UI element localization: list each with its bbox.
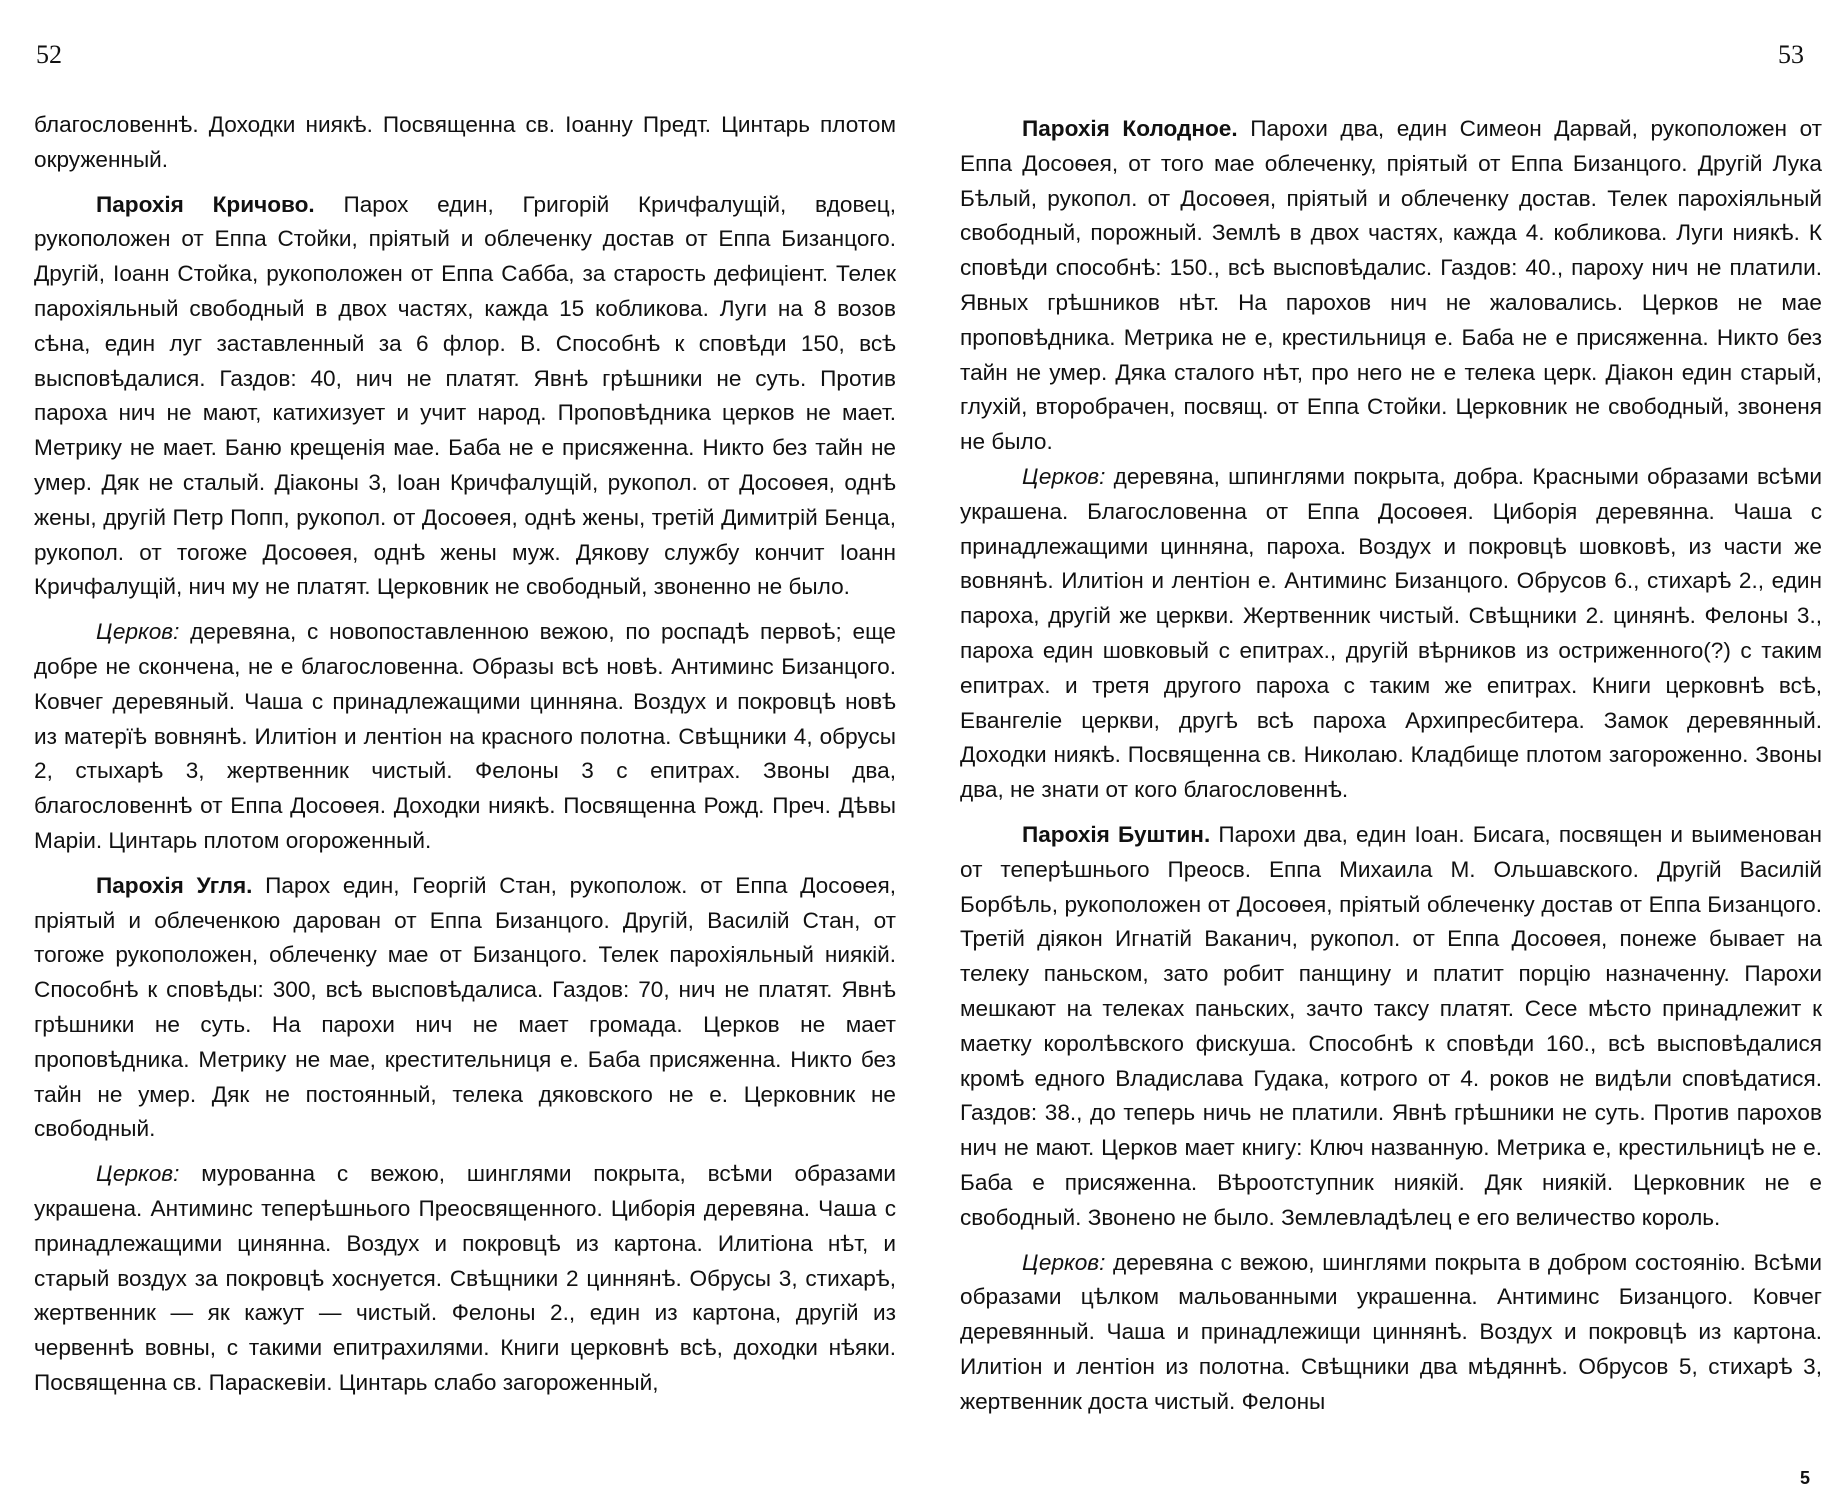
- paragraph: [34, 1157, 896, 1401]
- paragraph: [960, 818, 1822, 1236]
- paragraph-text: деревяна, с новопоставленною вежою, по роспадѣ первоѣ; еще добре не скончена, не е благословенна. Образы всѣ новѣ. Антиминс Бизанцого. Ковчег деревяный. Чаша с принадлежащими цинняна. Воздух и покровцѣ новѣ из матерїѣ вовнянѣ. Илитіон и лентіон на красного полотна. Свѣщники 4, обрусы 2, стыхарѣ 3, жертвенник чистый. Фелоны 3 с епитрах. Звоны два, благословеннѣ от Еппа Досоѳея. Доходки ниякѣ. Посвященна Рожд. Преч. Дѣвы Маріи. Цинтарь плотом огороженный.: [34, 619, 896, 853]
- paragraph-text: благословеннѣ. Доходки ниякѣ. Посвященна св. Іоанну Предт. Цинтарь плотом окруженный.: [34, 112, 896, 172]
- paragraph: [34, 869, 896, 1147]
- paragraph-text: деревяна, шпинглями покрыта, добра. Красными образами всѣми украшена. Благословенна от Еппа Досоѳея. Циборія деревянна. Чаша с принадлежащими цинняна, пароха. Воздух и покровцѣ шовковѣ, из части же вовнянѣ. Илитіон и лентіон е. Антиминс Бизанцого. Обрусов 6., стихарѣ 2., един пароха, другій же церкви. Жертвенник чистый. Свѣщники 2. цинянѣ. Фелоны 3., пароха един шовковый с епитрах., другій вѣрников из остриженного(?) с таким епитрах. и третя другого пароха с таким же епитрах. Книги церковнѣ всѣ, Евангеліе церкви, другѣ всѣ пароха Архипресбитера. Замок деревянный. Доходки ниякѣ. Посвященна св. Николаю. Кладбище плотом загороженно. Звоны два, не знати от кого благословеннѣ.: [960, 463, 1822, 803]
- paragraph: [34, 615, 896, 859]
- section-heading: Парохія Колодное.: [1022, 116, 1238, 141]
- signature-mark: 5: [1800, 1468, 1811, 1488]
- section-label: Церков:: [1022, 463, 1106, 489]
- paragraph-text: мурованна с вежою, шинглями покрыта, всѣми образами украшена. Антиминс теперѣшнього Преосвященного. Циборія деревяна. Чаша с принадлежащими цинянна. Воздух и покровцѣ из картона. Илитіона нѣт, и старый воздух за покровцѣ хоснуется. Свѣщники 2 циннянѣ. Обрусы 3, стихарѣ, жертвенник — як кажут — чистый. Фелоны 2., един из картона, другій из червеннѣ вовны, с такими епитрахилями. Книги церковнѣ всѣ, доходки нѣяки. Посвященна св. Параскевіи. Цинтарь слабо загороженный,: [34, 1161, 896, 1395]
- paragraph: [34, 188, 896, 606]
- page-number-right: 53: [1778, 40, 1804, 69]
- paragraph-text: деревяна с вежою, шинглями покрыта в добром состоянію. Всѣми образами цѣлком мальованными украшенна. Антиминс Бизанцого. Ковчег деревянный. Чаша и принадлежищи циннянѣ. Воздух и покровцѣ из картона. Илитіон и лентіон из полотна. Свѣщники два мѣдяннѣ. Обрусов 5, стихарѣ 3, жертвенник доста чистый. Фелоны: [960, 1249, 1822, 1414]
- right-column: [960, 112, 1822, 1419]
- section-label: Церков:: [96, 1161, 180, 1187]
- page-number-left: 52: [36, 40, 62, 69]
- section-label: Церков:: [96, 619, 180, 645]
- section-heading: Парохія Кричово.: [96, 191, 315, 217]
- section-heading: Парохія Буштин.: [1022, 821, 1211, 847]
- paragraph: [34, 108, 896, 178]
- paragraph-text: Парох един, Георгій Стан, рукополож. от Еппа Досоѳея, пріятый и облеченкою дарован от Еппа Бизанцого. Другій, Василій Стан, от тогоже рукоположен, облеченку мае от Бизанцого. Телек парохіяльный ниякій. Способнѣ к сповѣды: 300, всѣ высповѣдалиса. Газдов: 70, нич не платят. Явнѣ грѣшники не суть. На парохи нич не мает громада. Церков не мает проповѣдника. Метрику не мае, крестительниця е. Баба присяженна. Никто без тайн не умер. Дяк не постоянный, телека дяковского не е. Церковник не свободный.: [34, 872, 896, 1142]
- paragraph: [960, 112, 1822, 460]
- left-column: [34, 108, 896, 1401]
- paragraph: [960, 460, 1822, 808]
- paragraph-text: Парохи два, един Симеон Дарвай, рукоположен от Еппа Досоѳея, от того мае облеченку, пріятый от Еппа Бизанцого. Другій Лука Бѣлый, рукопол. от Досоѳея, пріятый и облеченку достав. Телек парохіяльный свободный, порожный. Землѣ в двох частях, кажда 4. кобликова. Луги ниякѣ. К сповѣди способнѣ: 150., всѣ высповѣдалис. Газдов: 40., пароху нич не платили. Явных грѣшников нѣт. На парохов нич не жаловались. Церков не мае проповѣдника. Метрика не е, крестильниця е. Баба не е присяженна. Никто без тайн не умер. Дяка сталого нѣт, про него не е телека церк. Діакон един старый, глухій, второбрачен, посвящ. от Еппа Стойки. Церковник не свободный, звоненя не было.: [960, 116, 1822, 455]
- paragraph-text: Парохи два, един Іоан. Бисага, посвящен и выименован от теперѣшнього Преосв. Еппа Михаила М. Ольшавского. Другій Василій Борбѣль, рукоположен от Досоѳея, пріятый облеченку достав от Еппа Бизанцого. Третій діякон Игнатій Ваканич, рукопол. от Еппа Досоѳея, понеже бывает на телеку паньском, зато робит панщину и платит порцію назначенну. Парохи мешкают на телеках паньских, зачто таксу платят. Сесе мѣсто принадлежит к маетку королѣвского фискуша. Способнѣ к сповѣди 160., всѣ высповѣдалися кромѣ едного Владислава Гудака, котрого от 4. роков не видѣли сповѣдатися. Газдов: 38., до теперь ничь не платили. Явнѣ грѣшники не суть. Против парохов нич не мают. Церков мает книгу: Ключ названную. Метрика е, крестильницѣ не е. Баба е присяженна. Вѣроотступник ниякій. Дяк ниякій. Церковник не е свободный. Звонено не было. Землевладѣлец е его величество король.: [960, 821, 1822, 1230]
- paragraph: [960, 1246, 1822, 1420]
- section-heading: Парохія Угля.: [96, 872, 253, 898]
- paragraph-text: Парох един, Григорій Кричфалущій, вдовец, рукоположен от Еппа Стойки, пріятый и облеченку достав от Еппа Бизанцого. Другій, Іоанн Стойка, рукоположен от Еппа Сабба, за старость дефиціент. Телек парохіяльный свободный в двох частях, кажда 15 кобликова. Луги на 8 возов сѣна, един луг заставленный за 6 флор. В. Способнѣ к сповѣди 150, всѣ высповѣдалися. Газдов: 40, нич не платят. Явнѣ грѣшники не суть. Против пароха нич не мают, катихизует и учит народ. Проповѣдника церков не мает. Метрику не мает. Баню крещенія мае. Баба не е присяженна. Никто без тайн не умер. Дяк не сталый. Діаконы 3, Іоан Кричфалущій, рукопол. от Досоѳея, однѣ жены, другій Петр Попп, рукопол. от Досоѳея, однѣ жены, третій Димитрій Бенца, рукопол. от тогоже Досоѳея, однѣ жены муж. Дякову службу кончит Іоанн Кричфалущій, нич му не платят. Церковник не свободный, звоненно не было.: [34, 191, 897, 600]
- section-label: Церков:: [1022, 1249, 1106, 1275]
